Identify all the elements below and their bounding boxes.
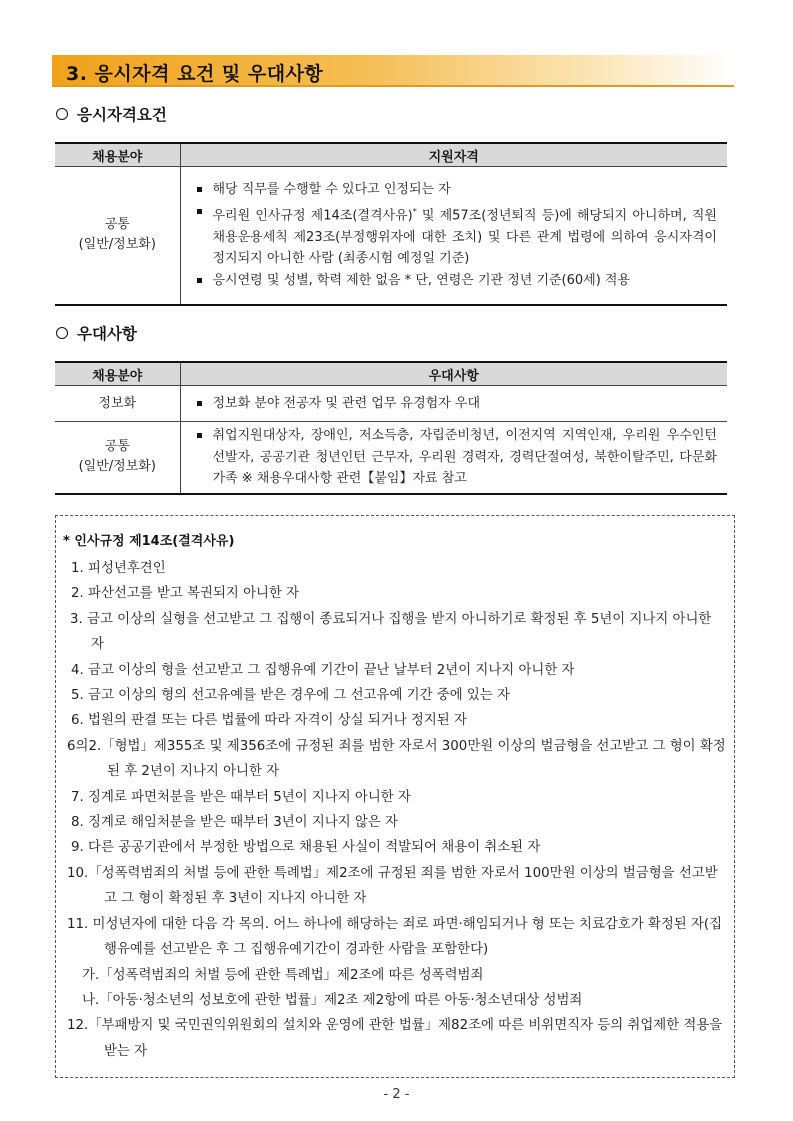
list-item: 10.「성폭력범죄의 처벌 등에 관한 특례법」제2조에 규정된 죄를 범한 자로서 100만원 이상의 벌금형을 선고받고 그 형이 확정된 후 3년이 지나지 아니한 자 — [67, 865, 718, 907]
list-item: 우리원 인사규정 제14조(결격사유)* 및 제57조(정년퇴직 등)에 해당되지 아니하며, 직원채용운용세칙 제23조(부정행위자에 대한 조치) 및 다른 관계 법령에 의하여 응시자격이 정지되지 아니한 사람 (최종시험 예정일 기준) — [195, 201, 718, 270]
list-item: 6의2.「형법」제355조 및 제356조에 규정된 죄를 범한 자로서 300만원 이상의 벌금형을 선고받고 그 형이 확정된 후 2년이 지나지 아니한 자 — [67, 738, 726, 780]
list-item: 정보화 분야 전공자 및 관련 업무 유경험자 우대 — [195, 393, 718, 415]
list-item: 가.「성폭력범죄의 처벌 등에 관한 특례법」제2조에 따른 성폭력범죄 — [82, 967, 484, 983]
column-header-requirement: 지원자격 — [180, 143, 727, 167]
requirement-cell — [180, 167, 727, 305]
column-header-field: 채용분야 — [55, 362, 180, 386]
list-item: 해당 직무를 수행할 수 있다고 인정되는 자 — [195, 179, 718, 201]
list-item: 3. 금고 이상의 실형을 선고받고 그 집행이 종료되거나 집행을 받지 아니하기로 확정된 후 5년이 지나지 아니한 자 — [70, 611, 712, 653]
list-item: 1. 피성년후견인 — [71, 561, 166, 576]
preference-table — [55, 361, 727, 495]
list-item: 9. 다른 공공기관에서 부정한 방법으로 채용된 사실이 적발되어 채용이 취소된 자 — [71, 840, 541, 856]
list-item: 2. 파산선고를 받고 복권되지 아니한 자 — [71, 586, 300, 602]
column-header-preference: 우대사항 — [180, 362, 727, 386]
field-cell: 정보화 — [55, 386, 180, 422]
column-header-field: 채용분야 — [55, 143, 180, 167]
section-header-bar — [52, 55, 734, 87]
preference-heading: 우대사항 — [56, 322, 137, 344]
disqualification-list — [56, 556, 736, 1064]
preference-cell — [180, 386, 727, 422]
field-cell: 공통 (일반/정보화) — [55, 422, 180, 494]
preference-cell — [180, 422, 727, 494]
circle-bullet-icon — [56, 327, 68, 339]
list-item: 8. 징계로 해임처분을 받은 때부터 3년이 지나지 않은 자 — [71, 815, 398, 831]
list-item: 5. 금고 이상의 형의 선고유예를 받은 경우에 그 선고유예 기간 중에 있는 자 — [71, 688, 510, 704]
list-item: 11. 미성년자에 대한 다음 각 목의. 어느 하나에 해당하는 죄로 파면·해임되거나 형 또는 치료감호가 확정된 자(집행유예를 선고받은 후 그 집행유예기간이 경과한 사람을 포함한다) — [67, 916, 723, 958]
page-number: - 2 - — [383, 1087, 410, 1102]
list-item: 응시연령 및 성별, 학력 제한 없음 * 단, 연령은 기관 정년 기준(60세) 적용 — [195, 270, 718, 292]
requirement-list — [181, 179, 728, 291]
list-item: 취업지원대상자, 장애인, 저소득층, 자립준비청년, 이전지역 지역인재, 우리원 우수인턴 선발자, 공공기관 청년인턴 근무자, 우리원 경력자, 경력단절여성, 북한이탈주민, 다문화가족 ※ 채용우대사항 관련【붙임】자료 참고 — [195, 425, 718, 490]
list-item: 7. 징계로 파면처분을 받은 때부터 5년이 지나지 아니한 자 — [71, 789, 411, 805]
field-cell: 공통 (일반/정보화) — [55, 167, 180, 305]
note-title: * 인사규정 제14조(결격사유) — [63, 534, 235, 549]
list-item: 나.「아동·청소년의 성보호에 관한 법률」제2조 제2항에 따른 아동·청소년대상 성범죄 — [82, 992, 583, 1008]
circle-bullet-icon — [56, 108, 68, 120]
eligibility-table — [55, 142, 727, 306]
list-item: 6. 법원의 판결 또는 다른 법률에 따라 자격이 상실 되거나 정지된 자 — [71, 713, 467, 729]
disqualification-note-box — [55, 515, 735, 1078]
list-item: 4. 금고 이상의 형을 선고받고 그 집행유예 기간이 끝난 날부터 2년이 지나지 아니한 자 — [71, 662, 575, 678]
section-title: 3. 응시자격 요건 및 우대사항 — [66, 63, 324, 85]
list-item: 12.「부패방지 및 국민권익위원회의 설치와 운영에 관한 법률」제82조에 따른 비위면직자 등의 취업제한 적용을 받는 자 — [67, 1018, 723, 1059]
footnote-marker: * — [412, 206, 417, 216]
eligibility-heading: 응시자격요건 — [56, 103, 167, 125]
